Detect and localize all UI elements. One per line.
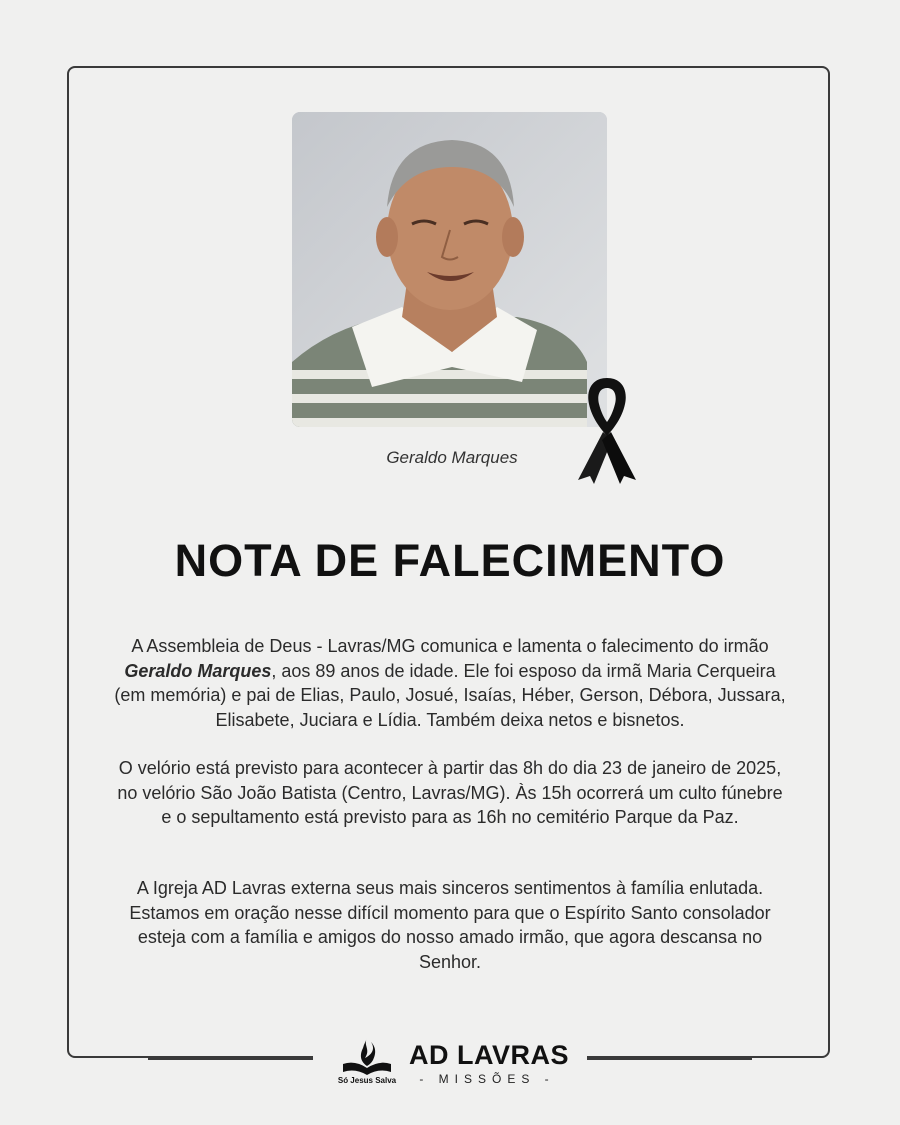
church-logo [313,1026,587,1096]
announcement-text-start: A Assembleia de Deus - Lavras/MG comunica e lamenta o falecimento do irmão [131,636,769,656]
footer-divider-left [148,1058,313,1060]
deceased-name: Geraldo Marques [124,660,272,681]
page-title: NOTA DE FALECIMENTO [174,535,726,586]
condolences-paragraph: A Igreja AD Lavras externa seus mais sinceros sentimentos à família enlutada. Estamos em oração nesse difícil momento para que o Espírito Santo consolador esteja com a família e amigos do nosso amado irmão, que agora descansa no Senhor. [129,878,771,972]
photo-caption: Geraldo Marques [386,448,518,467]
footer-divider-right [587,1058,752,1060]
logo-name: AD LAVRAS [409,1040,570,1070]
announcement-text-end: , aos 89 anos de idade. Ele foi esposo da irmã Maria Cerqueira (em memória) e pai de Elias, Paulo, Josué, Isaías, Héber, Gerson, Débora, Jussara, Elisabete, Juciara e Lídia. Também deixa netos e bisnetos. [114,660,786,730]
flame-bible-icon [341,1036,393,1076]
announcement-paragraph [110,634,790,732]
logo-subtitle: - MISSÕES - [419,1072,555,1086]
logo-slogan: Só Jesus Salva [337,1076,397,1085]
mourning-ribbon-icon [572,372,642,487]
portrait-photo [292,112,607,427]
funeral-details-paragraph: O velório está previsto para acontecer à partir das 8h do dia 23 de janeiro de 2025, no velório São João Batista (Centro, Lavras/MG). Às 15h ocorrerá um culto fúnebre e o sepultamento está previsto para as 16h no cemitério Parque da Paz. [117,758,783,827]
